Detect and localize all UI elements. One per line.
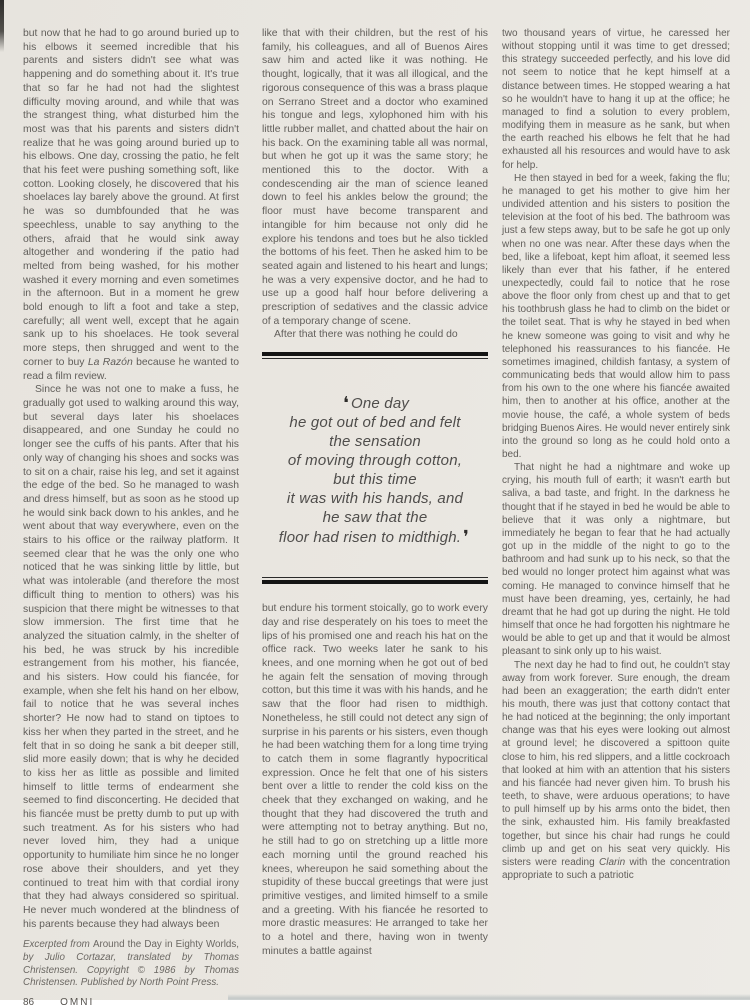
page-number: 86 — [23, 996, 35, 1008]
pullquote-line: the sensation — [329, 433, 421, 451]
close-quote-icon: ❜ — [463, 527, 470, 548]
scan-edge-artifact — [0, 0, 4, 52]
pullquote-bottom-rule — [262, 577, 488, 584]
paragraph: but now that he had to go around buried up to his elbows it seemed incredible that his parents and sisters didn't see what was happening and do something about it. It's true that so far he had not had the slightest difficulty moving around, and while that was the strangest thing, what disturbed him the most was that his parents and sisters didn't realize that he was going around buried up to his elbows. One day, crossing the patio, he felt that his feet were pushing something soft, like cotton. Looking closely, he discovered that his shoelaces lay barely above the ground. At first he was so dumbfounded that he was speechless, unable to say anything to the others, afraid that he would sink away altogether and wondering if the patio had melted from being washed, for his mother washed it every morning and even sometimes in the afternoon. But in a moment he grew bold enough to lift a foot and take a step, carefully; all went well, except that he again sank up to his shoelaces. He took several more steps, then shrugged and went to the corner to buy La Razón because he wanted to read a film review. — [23, 28, 240, 382]
paragraph: two thousand years of virtue, he caressed her without stopping until it was time to get dressed; this strategy succeeded perfectly, and his love did not seem to notice that he kept himself at a distance between times. He stopped wearing a hat so he wouldn't have to hang it up at the office; he managed to find a solution to every problem, modifying them in measure as he sank, but when the earth reached his elbows he felt that he had exhausted all his resources and would have to ask for help. — [502, 28, 730, 171]
pullquote-line: of moving through cotton, — [287, 452, 463, 470]
rule-thin-line — [262, 358, 488, 359]
column-1-text — [23, 27, 239, 931]
pullquote-top-rule — [262, 352, 488, 359]
pullquote-line: ❛ One day — [342, 393, 410, 414]
column-2-top-text — [262, 27, 488, 342]
paragraph: He then stayed in bed for a week, faking the flu; he managed to get his mother to give him her undivided attention and his sisters to position the television at the foot of his bed. The bathroom was just a few steps away, but to be safe he got up only when no one was near. After these days when the bed, like a lifeboat, kept him afloat, it seemed less likely than ever that his father, if he entered unexpectedly, could fail to notice that he rose above the floor only from chest up and that to get his toothbrush glass he had to climb on the bidet or the toilet seat. That is why he stayed in bed when he knew someone was going to visit and why he telephoned his reassurances to his fiancée. He sometimes imagined, childish fantasy, a system of communicating beds that would allow him to pass from his own to the one where his fiancée awaited him, then to another at his office, another at the movie house, the café, a whole system of beds bridging Buenos Aires. He would never entirely sink into the ground so long as he could hold onto a bed. — [502, 172, 730, 460]
column-2-bottom-text — [262, 602, 488, 958]
column-2 — [262, 27, 488, 958]
italic-title: Clarin — [599, 856, 626, 868]
open-quote-icon: ❛ — [342, 393, 349, 414]
italic-title: La Razón — [87, 356, 133, 368]
paragraph: but endure his torment stoically, go to work every day and rise desperately on his toes to meet the lips of his promised one and reach his hat on the office rack. Two weeks later he sank to his knees, and one morning when he got out of bed he again felt the sensation of moving through cotton, but this time it was with his hands, and he saw that the floor had risen to midthigh. Nonetheless, he still could not detect any sign of surprise in his parents or his sisters, even though he had been watching them for a long time trying to catch them in some flagrantly hypocritical expression. Once he felt that one of his sisters bent over a little to render the cold kiss on the cheek that they exchanged on waking, and he thought that they had discovered the truth and were attempting not to betray anything. But no, he still had to go on stretching up a little more each morning until the ground reached his knees, whereupon he said something about the stupidity of these buccal greetings that were just primitive vestiges, and limited himself to a smile and a greeting. With his fiancée he resorted to more drastic measures: He arranged to take her to a hotel and there, having won in twenty minutes a battle against — [262, 603, 488, 957]
credit-segment: Excerpted from — [23, 939, 93, 951]
paragraph: That night he had a nightmare and woke up crying, his mouth full of earth; it wasn't earth but saliva, a bad taste, and fright. In the darkness he thought that if he stayed in bed he would be able to believe that it was only a nightmare, but immediately he began to fear that he had actually got up in the middle of the night to go to the bathroom and had sunk up to his neck, so that the bed would no longer protect him against what was coming. He managed to convince himself that he must have been dreaming, yes, certainly, he had dreamt that he had got up during the night. He told himself that once he had forgotten his nightmare he would be able to get up and that it would be almost pleasant to sink only up to his waist. — [502, 462, 730, 658]
source-credit — [23, 939, 239, 989]
column-1 — [23, 27, 240, 1008]
page-bottom-edge-shadow — [228, 994, 750, 1000]
credit-segment: Around the Day in Eighty Worlds, — [92, 939, 240, 951]
pullquote-line: floor had risen to midthigh. ❜ — [278, 527, 470, 548]
paragraph: Since he was not one to make a fuss, he gradually got used to walking around this way, but several days later his shoelaces disappeared, and one Sunday he could no longer see the cuffs of his pants. After that his only way of changing his shoes and socks was to sit on a chair, raise his leg, and set it against the edge of the bed. So he managed to wash and dress himself, but as soon as he stood up he would sink back down to his ankles, and he went about that way everywhere, even on the stairs to his office or the railway platform. It seemed clear that he was the only one who noticed that he was sinking little by little, but what was intolerable (and therefore the most difficult thing to mention to others) was his suspicion that there might be witnesses to that slow immersion. The first time that he analyzed the situation calmly, in the shelter of his bed, he was struck by his incredible estrangement from his mother, his fiancée, and his sisters. How could his fiancée, for example, when she felt his hand on her elbow, fail to notice that he was several inches shorter? He now had to stand on tiptoes to kiss her when they parted in the street, and he felt that in so doing he sank a bit deeper still, slid more easily down; that is why he decided to kiss her as little as possible and limited himself to little terms of endearment she seemed to find disconcerting. He decided that his fiancée must be pretty dumb to put up with such treatment. As for his sisters who had never loved him, they had a unique opportunity to humiliate him since he no longer rose above their shoulders, and yet they continued to treat him with that cordial irony that they had always considered so spiritual. He never much wondered at the blindness of his parents because they had always been — [23, 384, 239, 930]
pullquote-line: but this time — [333, 471, 417, 489]
magazine-name: OMNI — [60, 996, 95, 1008]
column-3-text — [502, 27, 730, 882]
credit-segment: by Julio Cortazar, translated by Thomas Christensen. Copyright © 1986 by Thomas Christensen. Published by North Point Press. — [23, 952, 239, 989]
pullquote — [262, 393, 488, 547]
paragraph: like that with their children, but the rest of his family, his colleagues, and all of Buenos Aires saw him and acted like it was nothing. He thought, logically, that it was all illogical, and the rigorous consequence of this was a brass plaque on Serrano Street and a doctor who examined his tongue and legs, xylophoned him with his little rubber mallet, and chatted about the hair on his back. On the examining table all was normal, but when he got up it was the same story; he mentioned this to the doctor. With a condescending air the man of science leaned down to feel his ankles below the ground; the floor must have become transparent and intangible for him because not only did he explore his tendons and toes but he also tickled the bottoms of his feet. Then he asked him to be seated again and listened to his heart and lungs; he was a very expensive doctor, and he had to use up a good half hour before delivering a prescription of sedatives and the classic advice of a temporary change of scene. — [262, 28, 488, 327]
pullquote-line: he saw that the — [322, 509, 428, 527]
column-3 — [502, 27, 730, 992]
pullquote-line: he got out of bed and felt — [289, 414, 461, 432]
rule-thick-bar — [262, 580, 488, 584]
paragraph: The next day he had to find out, he couldn't stay away from work forever. Sure enough, the dream had been an exaggeration; the earth didn't enter his mouth, there was just that cottony contact that he had noticed at the beginning; the only important change was that his eyes were looking out almost at ground level; he discovered a spittoon quite close to him, his red slippers, and a little cockroach that looked at him with an attention that his sisters and his fiancée had never given him. To brush his teeth, to shave, were arduous operations; to have to pull himself up by his arms onto the bidet, then the sink, exhausted him. His family breakfasted together, but since his chair had rungs he could climb up and get on his seat very quickly. His sisters were reading Clarin with the concentration appropriate to such a patriotic — [502, 659, 731, 881]
paragraph: After that there was nothing he could do — [274, 329, 458, 341]
page-folio — [23, 997, 239, 1008]
pullquote-line: it was with his hands, and — [286, 490, 464, 508]
